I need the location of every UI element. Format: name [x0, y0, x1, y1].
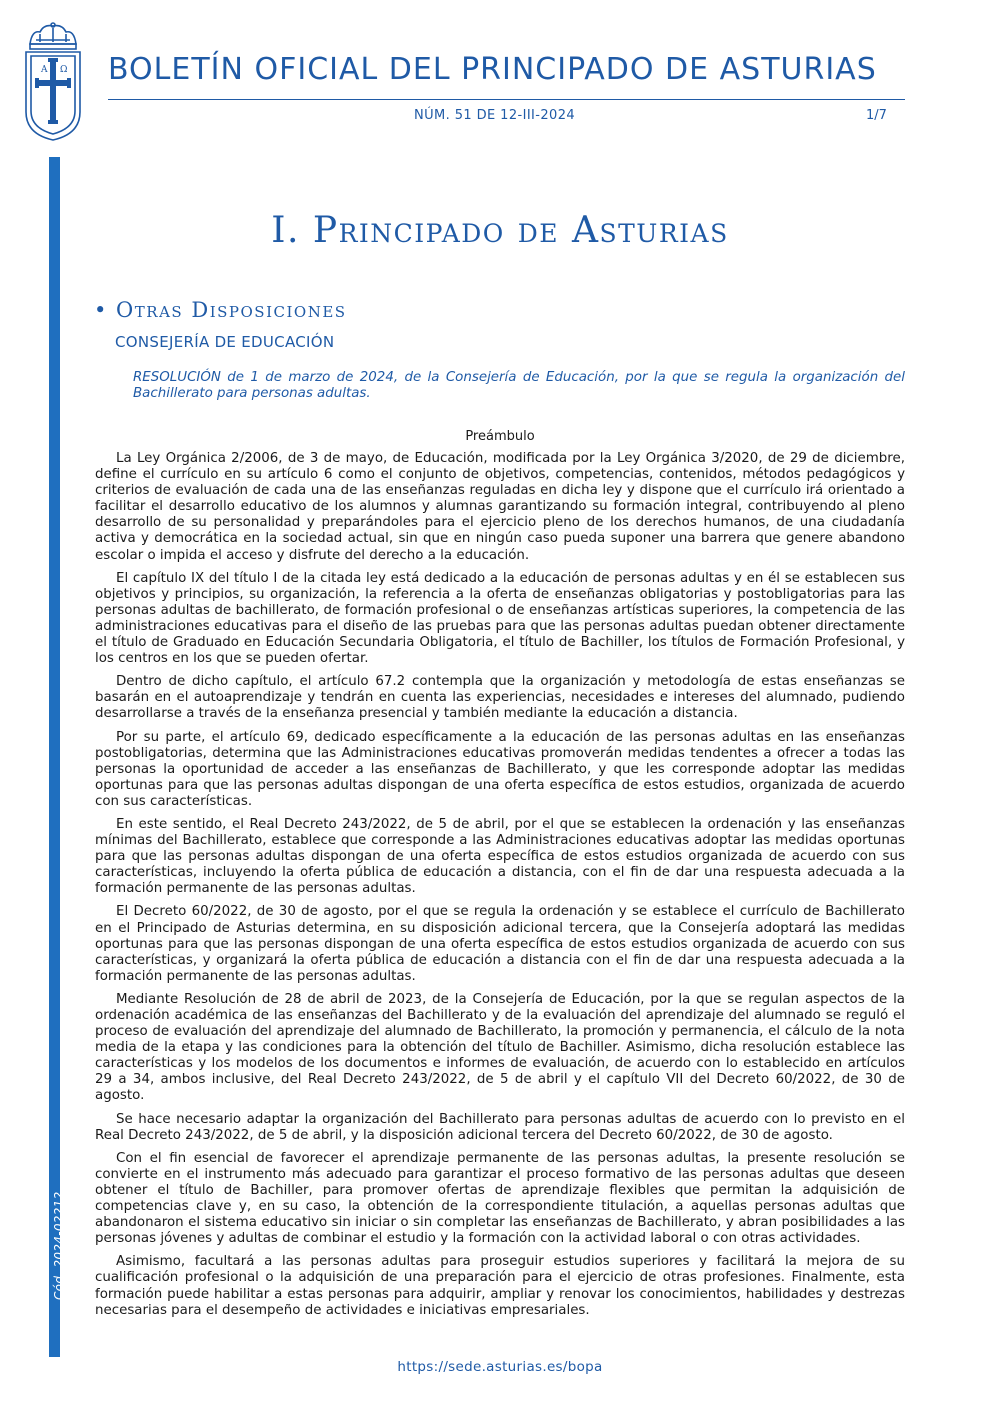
paragraph: Con el fin esencial de favorecer el aprendizaje permanente de las personas adultas, la presente resolución se convierte en el instrumento más adecuado para garantizar el proceso formativo de las personas adultas que deseen obtener el título de Bachiller, para promover ofertas de aprendizaje flexibles que permitan la adquisición de competencias clave y, en su caso, la obtención de la correspondiente titulación, a aquellas personas adultas que abandonaron el sistema educativo sin iniciar o sin completar las enseñanzas de Bachillerato, y abran posibilidades a las personas jóvenes y adultas de combinar el estudio y la formación con la actividad laboral o con otras actividades.: [95, 1150, 905, 1247]
header-divider: [108, 99, 905, 100]
paragraph: Mediante Resolución de 28 de abril de 2023, de la Consejería de Educación, por la que se regulan aspectos de la ordenación académica de las enseñanzas del Bachillerato y de la evaluación del aprendizaje del alumnado se reguló el proceso de evaluación del aprendizaje del alumnado de Bachillerato, la promoción y permanencia, el cálculo de la nota media de la etapa y las condiciones para la obtención del título de Bachiller. Asimismo, dicha resolución establece las características y los modelos de los documentos e informes de evaluación, de acuerdo con lo establecido en artículos 29 a 34, ambos inclusive, del Real Decreto 243/2022, de 5 de abril y el capítulo VII del Decreto 60/2022, de 30 de agosto.: [95, 991, 905, 1104]
paragraph: La Ley Orgánica 2/2006, de 3 de mayo, de Educación, modificada por la Ley Orgánica 3/2020, de 29 de diciembre, define el currículo en su artículo 6 como el conjunto de objetivos, competencias, contenidos, métodos pedagógicos y criterios de evaluación de cada una de las enseñanzas reguladas en dicha ley y dispone que el currículo irá orientado a facilitar el desarrollo educativo de los alumnos y alumnas garantizando su formación integral, contribuyendo al pleno desarrollo de su personalidad y preparándoles para el ejercicio pleno de los derechos humanos, de una ciudadanía activa y democrática en la sociedad actual, sin que en ningún caso pueda suponer una barrera que genere abandono escolar o impida el acceso y disfrute del derecho a la educación.: [95, 451, 905, 563]
paragraph: Dentro de dicho capítulo, el artículo 67.2 contempla que la organización y metodología de estas enseñanzas se basarán en el autoaprendizaje y tendrán en cuenta las experiencias, necesidades e intereses del alumnado, pudiendo desarrollarse a través de la enseñanza presencial y también mediante la educación a distancia.: [95, 674, 905, 722]
svg-text:Ω: Ω: [60, 65, 68, 75]
preamble-heading: Preámbulo: [465, 429, 535, 444]
paragraph: En este sentido, el Real Decreto 243/2022, de 5 de abril, por el que se establecen la ordenación y las enseñanzas mínimas del Bachillerato, establece que corresponde a las Administraciones educativas adoptar las medidas oportunas para que las personas adultas dispongan de una oferta específica de estos estudios organizada de acuerdo con sus características, incluyendo la oferta pública de educación a distancia, con el fin de dar una respuesta adecuada a la formación permanente de las personas adultas.: [95, 816, 905, 897]
paragraph: Por su parte, el artículo 69, dedicado específicamente a la educación de las personas adultas en las enseñanzas postobligatorias, determina que las Administraciones educativas promoverán medidas tendentes a ofrecer a todas las personas la oportunidad de acceder a las enseñanzas de Bachillerato, y que les corresponde adoptar las medidas oportunas para que las personas adultas dispongan de una oferta específica de estos estudios, organizada de acuerdo con sus características.: [95, 729, 905, 809]
section-title: I. Principado de Asturias: [271, 210, 729, 251]
side-band: [49, 157, 60, 1357]
bulletin-title: BOLETÍN OFICIAL DEL PRINCIPADO DE ASTURIAS: [108, 52, 877, 87]
subsection-title: • Otras Disposiciones: [94, 298, 347, 322]
department-name: CONSEJERÍA DE EDUCACIÓN: [115, 333, 335, 351]
resolution-summary: RESOLUCIÓN de 1 de marzo de 2024, de la Consejería de Educación, por la que se regula la organización del Bachillerato para personas adultas.: [133, 370, 905, 401]
page-number: 1/7: [866, 108, 887, 123]
paragraph: El capítulo IX del título I de la citada ley está dedicado a la educación de personas adultas y en él se establecen sus objetivos y principios, su organización, la referencia a la oferta de enseñanzas obligatorias y postobligatorias para las personas adultas de bachillerato, de formación profesional o de enseñanzas artísticas superiores, la competencia de las administraciones educativas para el diseño de las pruebas para que las personas adultas puedan obtener directamente el título de Graduado en Educación Secundaria Obligatoria, el título de Bachiller, los títulos de Formación Profesional, y los centros en los que se pueden ofertar.: [95, 570, 905, 667]
svg-text:A: A: [41, 65, 48, 75]
issue-number: NÚM. 51 DE 12-III-2024: [414, 108, 576, 123]
paragraph: El Decreto 60/2022, de 30 de agosto, por el que se regula la ordenación y se establece el currículo de Bachillerato en el Principado de Asturias determina, en su disposición adicional tercera, que la Consejería adoptará las medidas oportunas para que las personas dispongan de una oferta específica de estos estudios organizada de acuerdo con sus características, y organizará la oferta pública de educación a distancia con el fin de dar una respuesta adecuada a la formación permanente de las personas adultas.: [95, 904, 905, 984]
footer-url-link[interactable]: https://sede.asturias.es/bopa: [397, 1359, 603, 1375]
paragraph: Asimismo, facultará a las personas adultas para proseguir estudios superiores y facilitará la mejora de su cualificación profesional o la adquisición de una preparación para el ejercicio de otras profesiones. Finalmente, esta formación puede habilitar a estas personas para adquirir, ampliar y renovar los conocimientos, habilidades y destrezas necesarias para el desempeño de actividades e iniciativas empresariales.: [95, 1254, 905, 1318]
preamble-body: [95, 451, 905, 1326]
document-code: Cód. 2024-02212: [52, 1191, 66, 1300]
paragraph: Se hace necesario adaptar la organización del Bachillerato para personas adultas de acuerdo con lo previsto en el Real Decreto 243/2022, de 5 de abril, y la disposición adicional tercera del Decreto 60/2022, de 30 de agosto.: [95, 1111, 905, 1143]
asturias-crest-logo: [22, 22, 84, 142]
